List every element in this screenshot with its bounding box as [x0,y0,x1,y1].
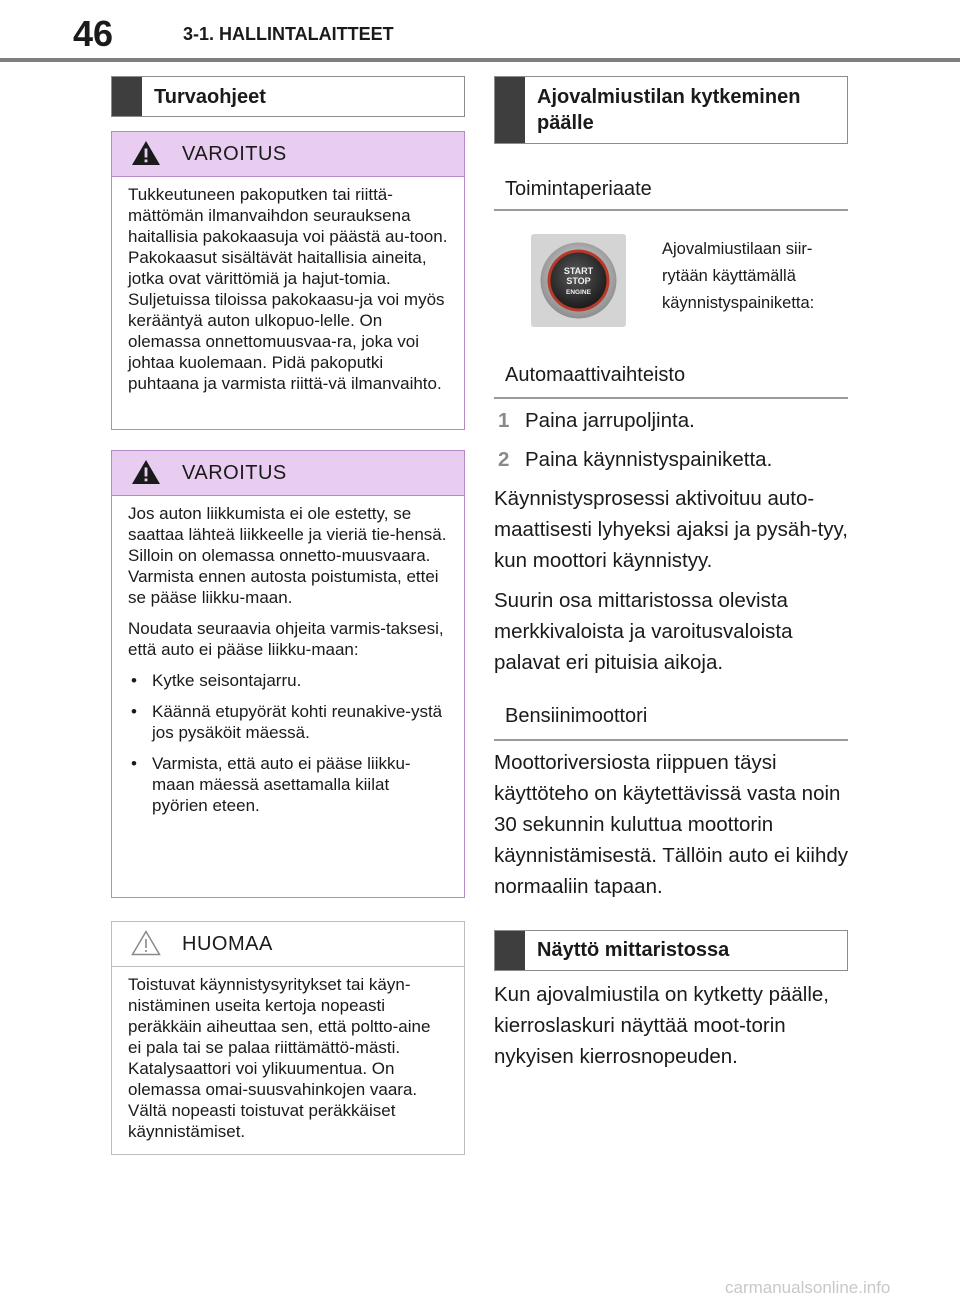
notice-label: HUOMAA [182,933,273,955]
body-text-block [494,747,854,911]
notice-box [111,921,465,1155]
notice-text: Toistuvat käynnistysyritykset tai käyn-nistäminen useita kertoja nopeasti peräkkäin aiheuttaa sen, että poltto-aine ei pala tai se palaa riittämättö-mästi. Katalysaattori voi ylikuumentua. On olemassa omai-suusvahinkojen vaara. Vältä nopeasti toistuvat peräkkäiset käynnistämiset. [128,975,431,1141]
list-item: • Varmista, että auto ei pääse liikku-maan mäessä asettamalla kiilat pyörien eteen. [128,753,448,816]
start-stop-button-icon [531,234,626,327]
section-heading-naytto [494,930,848,971]
paragraph: Suurin osa mittaristossa olevista merkkivaloista ja varoitusvaloista palavat eri pituisia aikoja. [494,589,793,674]
section-heading-text: Näyttö mittaristossa [537,939,730,961]
button-label-stop: STOP [566,276,591,286]
notice-body [112,967,464,1142]
subheading-toimintaperiaate: Toimintaperiaate [494,176,848,211]
warning-paragraph: Jos auton liikkumista ei ole estetty, se saattaa lähteä liikkeelle ja vieriä tie-hensä. Silloin on olemassa onnetto-muusvaara. Varmista ennen autosta poistumista, ettei se pääse liikku-maan. [128,504,447,607]
warning-label: VAROITUS [182,462,287,484]
warning-body [112,177,464,394]
step-number: 1 [498,409,510,432]
watermark: carmanualsonline.info [725,1278,891,1297]
subheading-bensiinimoottori: Bensiinimoottori [494,703,848,741]
page-number: 46 [73,13,114,54]
step-text: Paina käynnistyspainiketta. [525,448,773,471]
paragraph: Kun ajovalmiustila on kytketty päälle, kierroslaskuri näyttää moot-torin nykyisen kierrosnopeuden. [494,983,830,1068]
button-label-engine: ENGINE [566,289,591,296]
notice-header [112,922,464,967]
warning-paragraph: Noudata seuraavia ohjeita varmis-taksesi, että auto ei pääse liikku-maan: [128,619,444,659]
paragraph: Moottoriversiosta riippuen täysi käyttöteho on käytettävissä vasta noin 30 sekunnin kuluttua moottorin käynnistämisestä. Tällöin auto ei kiihdy normaaliin tapaan. [494,751,848,898]
warning-box-exhaust [111,131,465,430]
section-heading-bar [112,77,142,116]
header-divider [0,58,960,62]
page-header [0,0,960,58]
section-heading-bar [495,77,525,143]
warning-triangle-icon [131,459,161,485]
start-stop-button-image [531,234,626,327]
body-text-block [494,483,854,687]
image-caption: Ajovalmiustilaan siir-rytään käyttämällä käynnistyspainiketta: [662,240,815,312]
step-2 [498,447,772,473]
paragraph: Käynnistysprosessi aktivoituu auto-maattisesti lyhyeksi ajaksi ja pysäh-tyy, kun moottori käynnistyy. [494,487,848,572]
caution-triangle-icon [131,930,161,956]
warning-header [112,451,464,496]
list-item: • Kytke seisontajarru. [128,670,448,691]
warning-box-rolling [111,450,465,898]
chapter-title: 3-1. HALLINTALAITTEET [183,24,394,44]
list-item: • Käännä etupyörät kohti reunakive-ystä jos pysäköit mäessä. [128,701,448,743]
section-heading-text: Turvaohjeet [154,86,266,108]
step-text: Paina jarrupoljinta. [525,409,695,432]
section-heading-bar [495,931,525,970]
warning-label: VAROITUS [182,143,287,165]
body-text-block [494,979,854,1081]
warning-header [112,132,464,177]
section-heading-text: Ajovalmiustilan kytkeminen päälle [537,86,801,134]
warning-text: Tukkeutuneen pakoputken tai riittä-mättömän ilmanvaihdon seurauksena haitallisia pakokaasuja voi päästä au-toon. Pakokaasut sisältävät haitallisia aineita, jotka ovat värittömiä ja hajut-tomia. Suljetuissa tiloissa pakokaasu-ja voi myös kerääntyä auton ulkopuo-lelle. On olemassa onnettomuusvaa-ra, joka voi johtaa kuolemaan. Pidä pakoputki puhtaana ja varmista riittä-vä ilmanvaihto. [128,185,448,393]
button-label-start: START [563,266,594,276]
step-1 [498,408,695,434]
warning-body [112,496,464,816]
warning-list [128,670,448,816]
warning-triangle-icon [131,140,161,166]
step-number: 2 [498,448,510,471]
subheading-automaattivaihteisto: Automaattivaihteisto [494,362,848,399]
section-heading-turvaohjeet [111,76,465,117]
section-heading-ajovalmiustila [494,76,848,144]
